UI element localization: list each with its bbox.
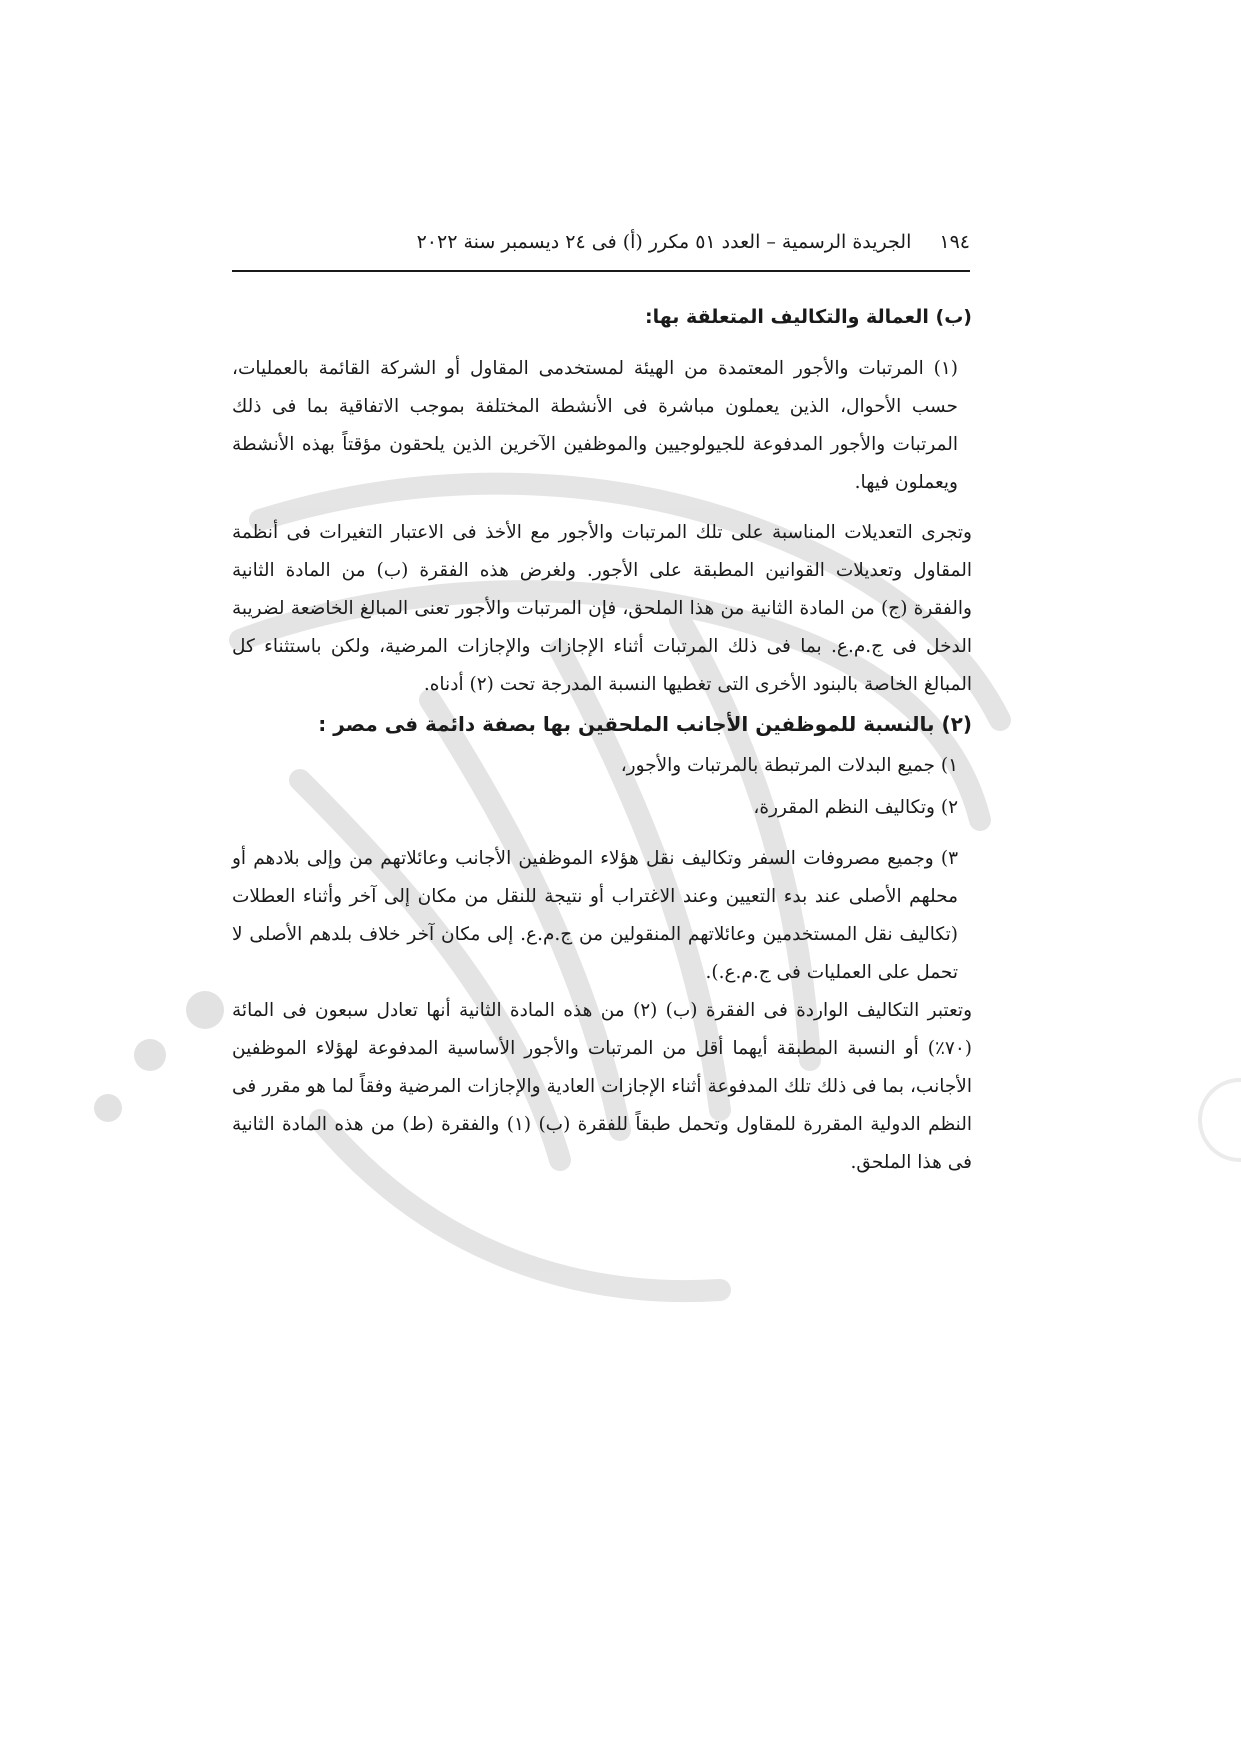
list-item-3: ٣) وجميع مصروفات السفر وتكاليف نقل هؤلاء الموظفين الأجانب وعائلاتهم من وإلى بلادهم أو محلهم الأصلى عند بدء التعيين وعند الاغتراب أو نتيجة للنقل من مكان إلى آخر وأثناء العطلات (تكاليف نقل المستخدمين وعائلاتهم المنقولين من ج.م.ع. إلى مكان آخر خلاف بلدهم الأصلى لا تحمل على العمليات فى ج.م.ع.). <box>232 848 958 983</box>
document-body <box>232 300 972 1182</box>
header-rule <box>232 270 970 272</box>
list-item-1: ١) جميع البدلات المرتبطة بالمرتبات والأجور، <box>620 755 958 776</box>
section-b-title: (ب) العمالة والتكاليف المتعلقة بها: <box>645 306 972 328</box>
list-item-2: ٢) وتكاليف النظم المقررة، <box>753 797 958 818</box>
page-header <box>232 222 970 262</box>
gazette-title: الجريدة الرسمية – العدد ٥١ مكرر (أ) فى ٢٤ ديسمبر سنة ٢٠٢٢ <box>416 231 912 253</box>
page-number: ١٩٤ <box>939 231 970 253</box>
paragraph-3: وتعتبر التكاليف الواردة فى الفقرة (ب) (٢) من هذه المادة الثانية أنها تعادل سبعون فى المائة (٧٠٪) أو النسبة المطبقة أيهما أقل من المرتبات والأجور الأساسية المدفوعة لهؤلاء الموظفين الأجانب، بما فى ذلك تلك المدفوعة أثناء الإجازات العادية والإجازات المرضية وفقاً لما هو مقرر فى النظم الدولية المقررة للمقاول وتحمل طبقاً للفقرة (ب) (١) والفقرة (ط) من هذه المادة الثانية فى هذا الملحق. <box>232 1000 972 1173</box>
section-2-title: (٢) بالنسبة للموظفين الأجانب الملحقين بها بصفة دائمة فى مصر : <box>318 712 972 736</box>
paragraph-2: وتجرى التعديلات المناسبة على تلك المرتبات والأجور مع الأخذ فى الاعتبار التغيرات فى أنظمة المقاول وتعديلات القوانين المطبقة على الأجور. ولغرض هذه الفقرة (ب) من المادة الثانية والفقرة (ج) من المادة الثانية من هذا الملحق، فإن المرتبات والأجور تعنى المبالغ الخاضعة لضريبة الدخل فى ج.م.ع. بما فى ذلك المرتبات أثناء الإجازات والإجازات المرضية، ولكن باستثناء كل المبالغ الخاصة بالبنود الأخرى التى تغطيها النسبة المدرجة تحت (٢) أدناه. <box>232 522 972 695</box>
paragraph-1: (١) المرتبات والأجور المعتمدة من الهيئة لمستخدمى المقاول أو الشركة القائمة بالعمليات، حسب الأحوال، الذين يعملون مباشرة فى الأنشطة المختلفة بموجب الاتفاقية بما فى ذلك المرتبات والأجور المدفوعة للجيولوجيين والموظفين الآخرين الذين يلحقون مؤقتاً بهذه الأنشطة ويعملون فيها. <box>232 358 958 493</box>
